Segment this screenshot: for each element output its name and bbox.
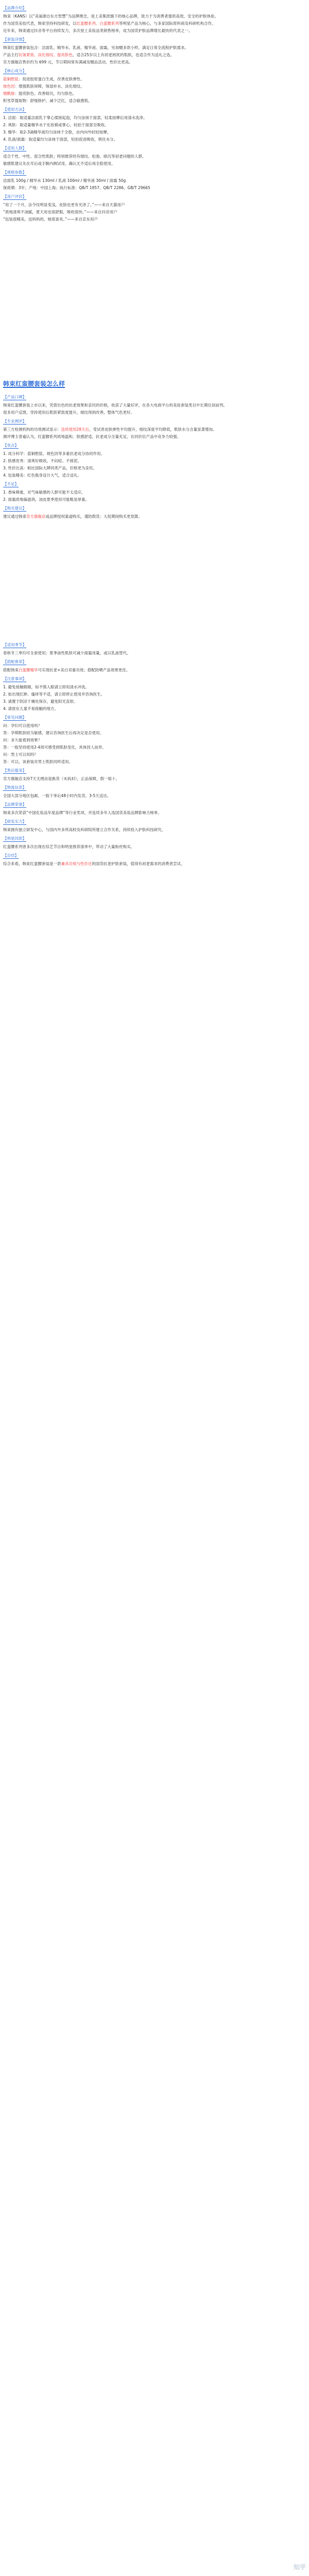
paragraph: 烟酰胺：提亮肤色、改善暗沉，均匀肤色。 (3, 91, 77, 96)
highlight-text: 连续使用28天后 (61, 427, 90, 432)
paragraph: 韩束（KANS）以“美丽源自东方智慧”为品牌理念，是上美集团旗下的核心品牌，致力于为消费者提供高效、安全的护肤体验。 (3, 14, 219, 19)
paragraph: 1. 成分科学：蓝铜胜肽、玻色因等多重抗老成分协同作用。 (3, 451, 105, 456)
paragraph: 积雪草提取物：舒缓修护，减少泛红，适合敏感肌。 (3, 98, 92, 103)
paragraph: 全国大部分地区包邮，一般下单后48小时内发货，3-5天送达。 (3, 793, 111, 798)
section-tag: 【总结】 (3, 853, 19, 858)
paragraph: 1. 香味稍重，对气味敏感的人群可能不太适应。 (3, 490, 85, 495)
paragraph: 综合来看，韩束红蛮腰套装是一款兼具功效与性价比的国货抗老护肤套装，值得有初老需求的消费者尝试。 (3, 861, 185, 866)
section-tag: 【用户评价】 (3, 194, 26, 199)
section-1 (3, 381, 306, 521)
paragraph: “包装很精美，送妈妈的，她很喜欢。”——来自京东用户 (3, 217, 98, 222)
section-0 (3, 2, 306, 224)
paragraph: 答：孕期肌肤较为敏感，建议咨询医生后再决定是否使用。 (3, 731, 104, 735)
paragraph: 近年来，韩束通过抖音等平台持续发力，多次登上美妆品类销售榜单，成为国货护肤品牌增长最快的代表之一。 (3, 28, 193, 33)
paragraph: 第三方检测机构的功效测试显示：连续使用28天后，受试者皮肤弹性平均提升，细纹深度平均降低，肌肤水分含量显著增加。 (3, 427, 217, 432)
paragraph: 1. 洁面：取适量洁面乳于掌心揉搓起泡，均匀涂抹于面部，轻柔按摩后用清水洗净。 (3, 115, 147, 120)
paragraph: 适合干性、中性、混合性肌肤；特别推荐给有细纹、松弛、暗沉等初老问题的人群。 (3, 154, 146, 159)
section-tag: 【专业测评】 (3, 419, 26, 423)
paragraph: 春秋冬三季均可全套使用；夏季油性肌肤可减少面霜用量，或以乳液替代。 (3, 651, 131, 655)
section-tag: 【不足】 (3, 482, 19, 486)
paragraph: 问：多久能看到效果？ (3, 738, 42, 742)
paragraph: 4. 包装精美：红色瓶身设计大气，适合送礼。 (3, 473, 82, 478)
section-tag: 【品牌介绍】 (3, 6, 26, 10)
paragraph: 韩束多次荣获“中国化妆品年度品牌”等行业奖项，并连续多年入选国货美妆品牌影响力榜单。 (3, 810, 162, 815)
highlight-text: 白蛮腰精华 (19, 668, 38, 672)
paragraph: 3. 请置于阴凉干燥处保存，避免阳光直射。 (3, 699, 78, 704)
paragraph: 3. 性价比高：相比国际大牌同类产品，价格更为亲民。 (3, 466, 97, 470)
paragraph: 作为国货美妆代表，韩束坚持科技研发，以红蛮腰系列、白蛮腰系列等明星产品为核心，与多家国际原料商及科研机构合作。 (3, 21, 216, 26)
paragraph: “用了一个月，法令纹明显变浅，皮肤也更有光泽了。”——来自天猫用户 (3, 202, 125, 207)
section-tag: 【搭配推荐】 (3, 659, 26, 664)
section-tag: 【规格参数】 (3, 170, 26, 175)
paragraph: 蓝铜胜肽：促进胶原蛋白生成，改善皮肤弹性。 (3, 77, 84, 81)
paragraph: 2. 肤感优秀：清爽好吸收，不闷痘、不搓泥。 (3, 459, 82, 463)
paragraph: 3. 精华：取2-3滴精华液均匀涂抹于全脸，由内向外轻轻按摩。 (3, 130, 111, 134)
highlight-text: 红蛮腰系列、白蛮腰系列 (76, 21, 119, 26)
paragraph: 玻色因：增强肌肤屏障，保湿补水、淡化细纹。 (3, 84, 84, 89)
paragraph: 韩束拥有独立研发中心，与国内外多所高校及科研院所建立合作关系，持续投入护肤科技研究。 (3, 827, 165, 832)
highlight-text: 蓝铜胜肽 (3, 77, 19, 81)
section-tag: 【适用季节】 (3, 642, 26, 647)
paragraph: 产品主打抗皱紧致、淡化细纹、提亮肤色，适合25岁以上有初老困扰的肌肤，也适合作为送礼之选。 (3, 53, 175, 57)
paragraph: 问：男士可以用吗？ (3, 752, 38, 757)
section-tag: 【优点】 (3, 443, 19, 448)
highlight-text: 兼具功效与性价比 (61, 861, 92, 866)
section-tag: 【适用人群】 (3, 146, 26, 150)
section-tag: 【购买建议】 (3, 506, 26, 511)
paragraph: 官方旗舰店售价约为 699 元，节日期间常有满减及赠品活动，性价比更高。 (3, 60, 133, 64)
paragraph: 4. 乳液/面霜：取适量均匀涂抹于面部，轻拍促进吸收，锁住水分。 (3, 137, 118, 142)
section-tag: 【产品口碑】 (3, 395, 26, 399)
paragraph: 洁面乳 100g / 精华水 130ml / 乳液 100ml / 精华液 30ml / 面霜 50g (3, 178, 126, 183)
section-tag: 【研发实力】 (3, 819, 26, 824)
section-tag: 【使用方法】 (3, 107, 26, 112)
paragraph: 答：可以，该套装对男士肌肤同样适用。 (3, 759, 73, 764)
paragraph: 测评博主普遍认为，红蛮腰系列质地温和、肤感舒适，抗老成分含量充足，在同价位产品中竞争力较强。 (3, 434, 181, 439)
paragraph: 官方旗舰店支持7天无理由退换货（未拆封），正品保障，假一赔十。 (3, 776, 120, 781)
paragraph: 韩束红蛮腰套装包含：洁面乳、精华水、乳液、精华液、面霜，另加赠多款小样，满足日常全流程护肤需求。 (3, 45, 188, 50)
paragraph: 4. 请放在儿童不易接触的地方。 (3, 706, 59, 711)
section-title: 韩束红蛮腰套装怎么样 (3, 380, 65, 387)
paragraph: 敏感肌建议先在耳后或手腕内侧试用，确认无不适后再全脸使用。 (3, 161, 115, 166)
section-tag: 【核心成分】 (3, 69, 26, 73)
paragraph: 1. 避免接触眼睛，如不慎入眼请立即用清水冲洗。 (3, 685, 90, 689)
paragraph: 搭配韩束白蛮腰精华可实现抗老+美白双重功效；搭配防晒产品效果更佳。 (3, 668, 130, 672)
highlight-text: 烟酰胺 (3, 91, 15, 96)
paragraph: “质地清爽不油腻，夏天用也很舒服，吸收很快。”——来自抖音用户 (3, 210, 117, 214)
section-tag: 【物流信息】 (3, 785, 26, 790)
highlight-text: 官方旗舰店 (26, 514, 46, 519)
paragraph: 2. 面霜质地偏滋润，油皮夏季使用可能略显厚重。 (3, 497, 90, 502)
paragraph: 建议通过韩束官方旗舰店或品牌授权渠道购买，谨防假货；大促期间购买更划算。 (3, 514, 142, 519)
highlight-text: 玻色因 (3, 84, 15, 89)
section-2 (3, 639, 306, 868)
paragraph: 问：孕妇可以使用吗？ (3, 723, 42, 728)
highlight-text: 抗皱紧致、淡化细纹、提亮肤色 (19, 53, 73, 57)
section-tag: 【售后服务】 (3, 768, 26, 773)
section-tag: 【套装详情】 (3, 37, 26, 42)
section-tag: 【常见问题】 (3, 715, 26, 720)
paragraph: 2. 如出现红肿、瘙痒等不适，请立即停止使用并咨询医生。 (3, 692, 105, 697)
section-tag: 【注意事项】 (3, 676, 26, 681)
paragraph: 很多用户反馈，坚持使用后肌肤紧致度提升，细纹得到改善，整体气色更好。 (3, 410, 134, 415)
paragraph: 红蛮腰系列曾多次出现在综艺节目和明星推荐清单中，带动了大量粉丝购买。 (3, 844, 134, 849)
watermark: 知乎 (293, 2564, 306, 2571)
section-tag: 【明星同款】 (3, 836, 26, 841)
paragraph: 2. 爽肤：取适量精华水于化妆棉或掌心，轻拍于面部至吸收。 (3, 123, 109, 127)
paragraph: 答：一般坚持使用2-4周可感受到肌肤变化，具体因人而异。 (3, 745, 106, 750)
paragraph: 保质期：3年；产地：中国上海；执行标准：QB/T 1857、QB/T 2286、GB/T 29665 (3, 185, 150, 190)
section-tag: 【品牌荣誉】 (3, 802, 26, 807)
paragraph: 韩束红蛮腰套装上市以来，凭借出色的抗老效果和亲民的价格，收获了大量好评，在各大电商平台的美妆套装类目中长期位居前列。 (3, 403, 227, 408)
